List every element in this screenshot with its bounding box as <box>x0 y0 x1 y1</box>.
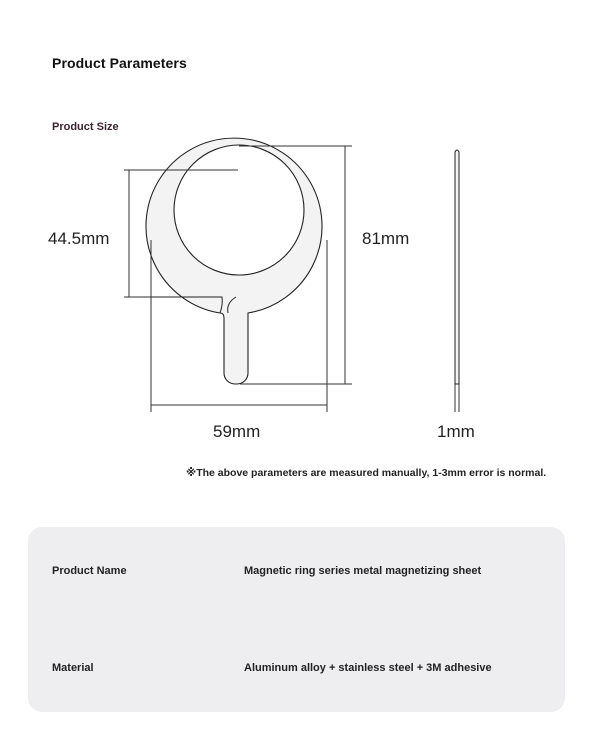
measurement-note: ※The above parameters are measured manually, 1-3mm error is normal. <box>186 467 547 479</box>
inner-diameter-label: 44.5mm <box>48 229 110 248</box>
height-label: 81mm <box>362 229 410 248</box>
spec-label: Material <box>52 662 94 674</box>
product-size-heading: Product Size <box>52 121 119 133</box>
spec-row <box>28 565 565 585</box>
ring-shape <box>146 138 322 384</box>
spec-table <box>28 527 565 712</box>
width-label: 59mm <box>213 422 261 441</box>
side-view-shape <box>455 150 459 384</box>
spec-value: Magnetic ring series metal magnetizing sheet <box>244 565 482 577</box>
spec-label: Product Name <box>52 565 127 577</box>
section-title: Product Parameters <box>52 55 187 71</box>
spec-value: Aluminum alloy + stainless steel + 3M adhesive <box>244 662 492 674</box>
spec-row <box>28 662 565 682</box>
thickness-label: 1mm <box>437 422 475 441</box>
